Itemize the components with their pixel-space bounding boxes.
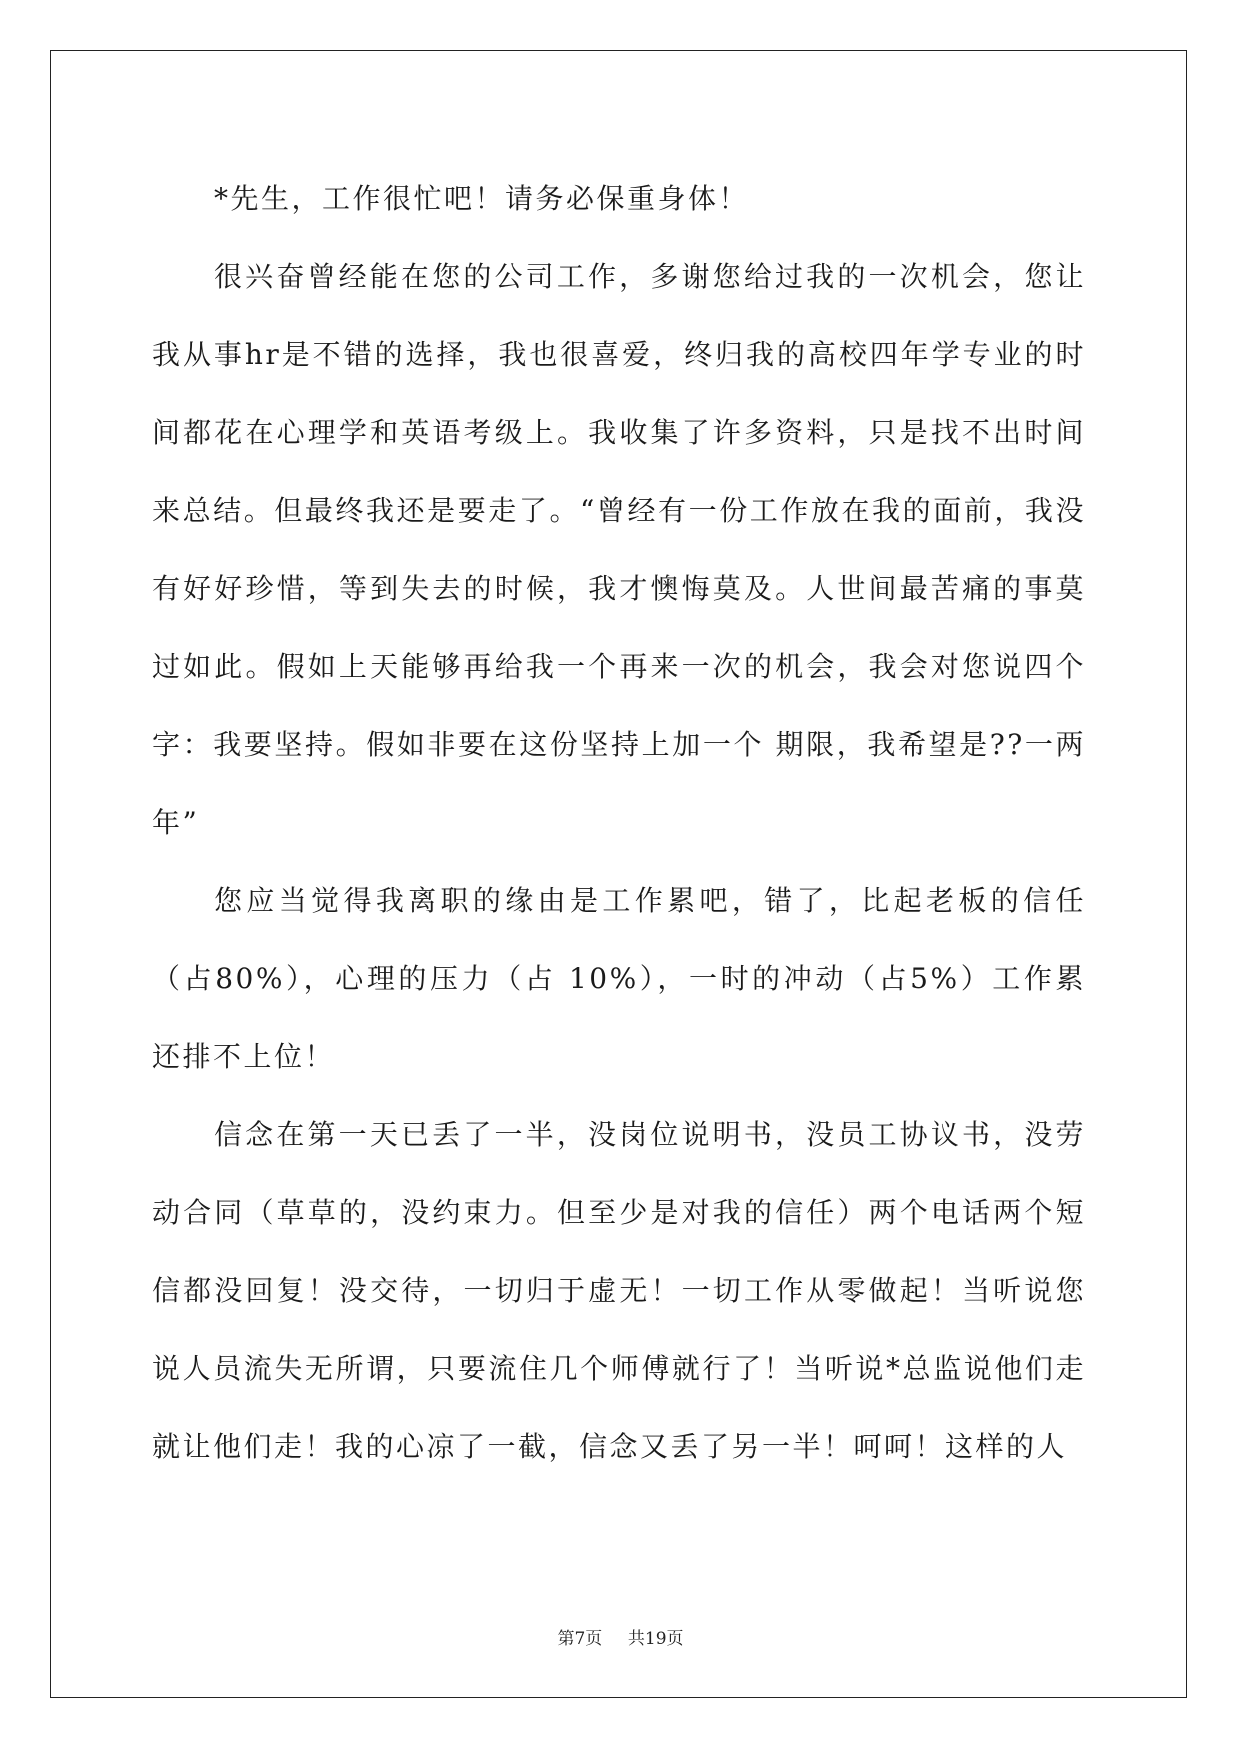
paragraph-reasons: 您应当觉得我离职的缘由是工作累吧，错了，比起老板的信任（占80%），心理的压力（占 10%），一时的冲动（占5%）工作累还排不上位！ (152, 884, 1086, 1073)
paragraph-gratitude: 很兴奋曾经能在您的公司工作，多谢您给过我的一次机会，您让我从事hr是不错的选择，我也很喜爱，终归我的高校四年学专业的时间都花在心理学和英语考级上。我收集了许多资料，只是找不出时间来总结。但最终我还是要走了。“曾经有一份工作放在我的面前，我没有好好珍惜，等到失去的时候，我才懊悔莫及。人世间最苦痛的事莫过如此。假如上天能够再给我一个再来一次的机会，我会对您说四个字：我要坚持。假如非要在这份坚持上加一个 期限，我希望是??一两年” (152, 260, 1086, 839)
page-footer (0, 1624, 1241, 1649)
paragraph-greeting: *先生，工作很忙吧！请务必保重身体！ (214, 182, 750, 215)
document-body (152, 160, 1086, 1486)
page-number: 第7页 (557, 1629, 603, 1649)
paragraph-belief: 信念在第一天已丢了一半，没岗位说明书，没员工协议书，没劳动合同（草草的，没约束力。但至少是对我的信任）两个电话两个短信都没回复！没交待，一切归于虚无！一切工作从零做起！当听说您说人员流失无所谓，只要流住几个师傅就行了！当听说*总监说他们走就让他们走！我的心凉了一截，信念又丢了另一半！呵呵！这样的人 (152, 1118, 1086, 1463)
page-total: 共19页 (627, 1629, 684, 1649)
